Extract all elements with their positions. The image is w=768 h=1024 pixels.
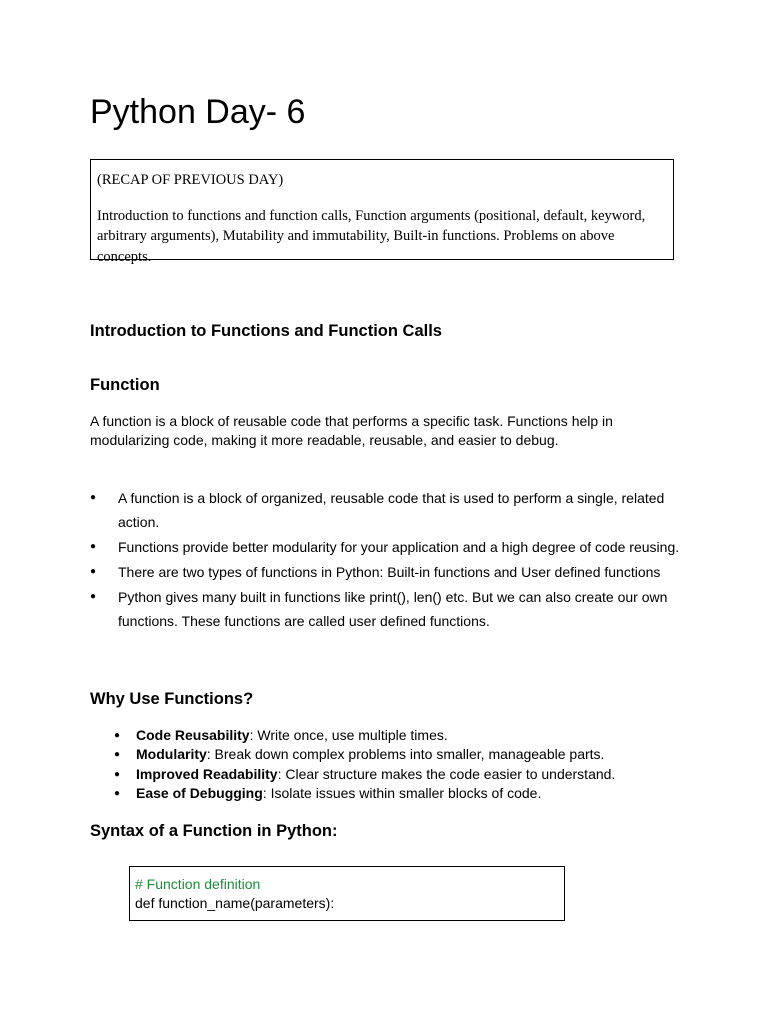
recap-heading: (RECAP OF PREVIOUS DAY) <box>97 172 284 188</box>
function-paragraph: A function is a block of reusable code that performs a specific task. Functions help in modularizing code, making it more readable, reusable, and easier to debug. <box>90 413 613 448</box>
list-item <box>114 745 714 764</box>
item-desc: : Clear structure makes the code easier to understand. <box>277 765 616 782</box>
section-heading-intro: Introduction to Functions and Function Calls <box>90 322 442 340</box>
item-desc: : Break down complex problems into smaller, manageable parts. <box>206 746 605 763</box>
code-comment: # Function definition <box>135 876 261 892</box>
list-item <box>114 765 714 784</box>
list-item: ● A function is a block of organized, reusable code that is used to perform a single, related action. <box>90 486 690 534</box>
item-term: Improved Readability <box>136 765 278 782</box>
item-term: Ease of Debugging <box>136 784 263 801</box>
code-block <box>129 866 565 921</box>
recap-box <box>90 159 674 265</box>
list-item: ● There are two types of functions in Python: Built-in functions and User defined functions <box>90 560 690 584</box>
item-term: Code Reusability <box>136 727 250 743</box>
item-desc: : Write once, use multiple times. <box>249 727 448 743</box>
function-bullet-list <box>90 486 690 634</box>
list-item: ● Python gives many built in functions like print(), len() etc. But we can also create our own functions. These functions are called user defined functions. <box>90 585 690 633</box>
page-title: Python Day- 6 <box>90 93 306 131</box>
section-heading-why: Why Use Functions? <box>90 690 254 708</box>
item-desc: : Isolate issues within smaller blocks of code. <box>262 784 542 801</box>
list-item <box>114 784 714 803</box>
why-bullet-list <box>114 726 714 803</box>
section-heading-syntax: Syntax of a Function in Python: <box>90 822 338 840</box>
item-term: Modularity <box>136 746 207 763</box>
list-item <box>114 726 714 745</box>
list-item: ● Functions provide better modularity for your application and a high degree of code reusing. <box>90 535 690 559</box>
code-line: def function_name(parameters): <box>135 895 335 911</box>
section-heading-function: Function <box>90 376 160 394</box>
recap-text: Introduction to functions and function calls, Function arguments (positional, default, keyword, arbitrary arguments), Mutability and immutability, Built-in functions. Problems on above concepts. <box>97 207 646 265</box>
